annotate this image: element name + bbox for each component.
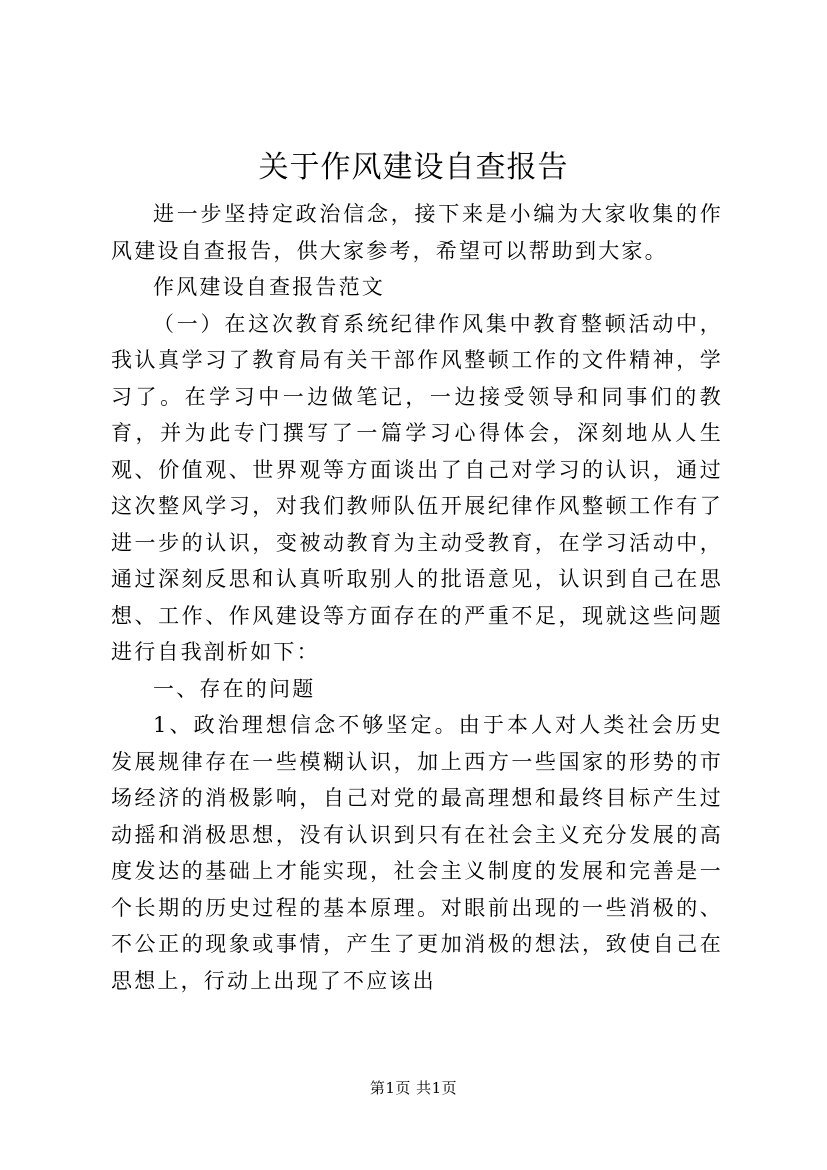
page-footer: 第1页 共1页 bbox=[369, 1079, 458, 1097]
body-paragraph: （一）在这次教育系统纪律作风集中教育整顿活动中，我认真学习了教育局有关干部作风整顿工作的文件精神，学习了。在学习中一边做笔记，一边接受领导和同事们的教育，并为此专门撰写了一篇学习心得体会，深刻地从人生观、价值观、世界观等方面谈出了自己对学习的认识，通过这次整风学习，对我们教师队伍开展纪律作风整顿工作有了进一步的认识，变被动教育为主动受教育，在学习活动中，通过深刻反思和认真听取别人的批语意见，认识到自己在思想、工作、作风建设等方面存在的严重不足，现就这些问题进行自我剖析如下： bbox=[111, 311, 723, 664]
body-paragraph: 1、政治理想信念不够坚定。由于本人对人类社会历史发展规律存在一些模糊认识，加上西方一些国家的形势的市场经济的消极影响，自己对党的最高理想和最终目标产生过动摇和消极思想，没有认识到只有在社会主义充分发展的高度发达的基础上才能实现，社会主义制度的发展和完善是一个长期的历史过程的基本原理。对眼前出现的一些消极的、不公正的现象或事情，产生了更加消极的想法，致使自己在思想上，行动上出现了不应该出 bbox=[111, 713, 723, 993]
intro-paragraph: 进一步坚持定政治信念，接下来是小编为大家收集的作风建设自查报告，供大家参考，希望可以帮助到大家。 bbox=[111, 202, 723, 263]
section-heading-sample: 作风建设自查报告范文 bbox=[153, 275, 385, 299]
section-heading-problems: 一、存在的问题 bbox=[153, 676, 316, 701]
document-title: 关于作风建设自查报告 bbox=[258, 150, 569, 185]
document-body bbox=[111, 196, 723, 999]
